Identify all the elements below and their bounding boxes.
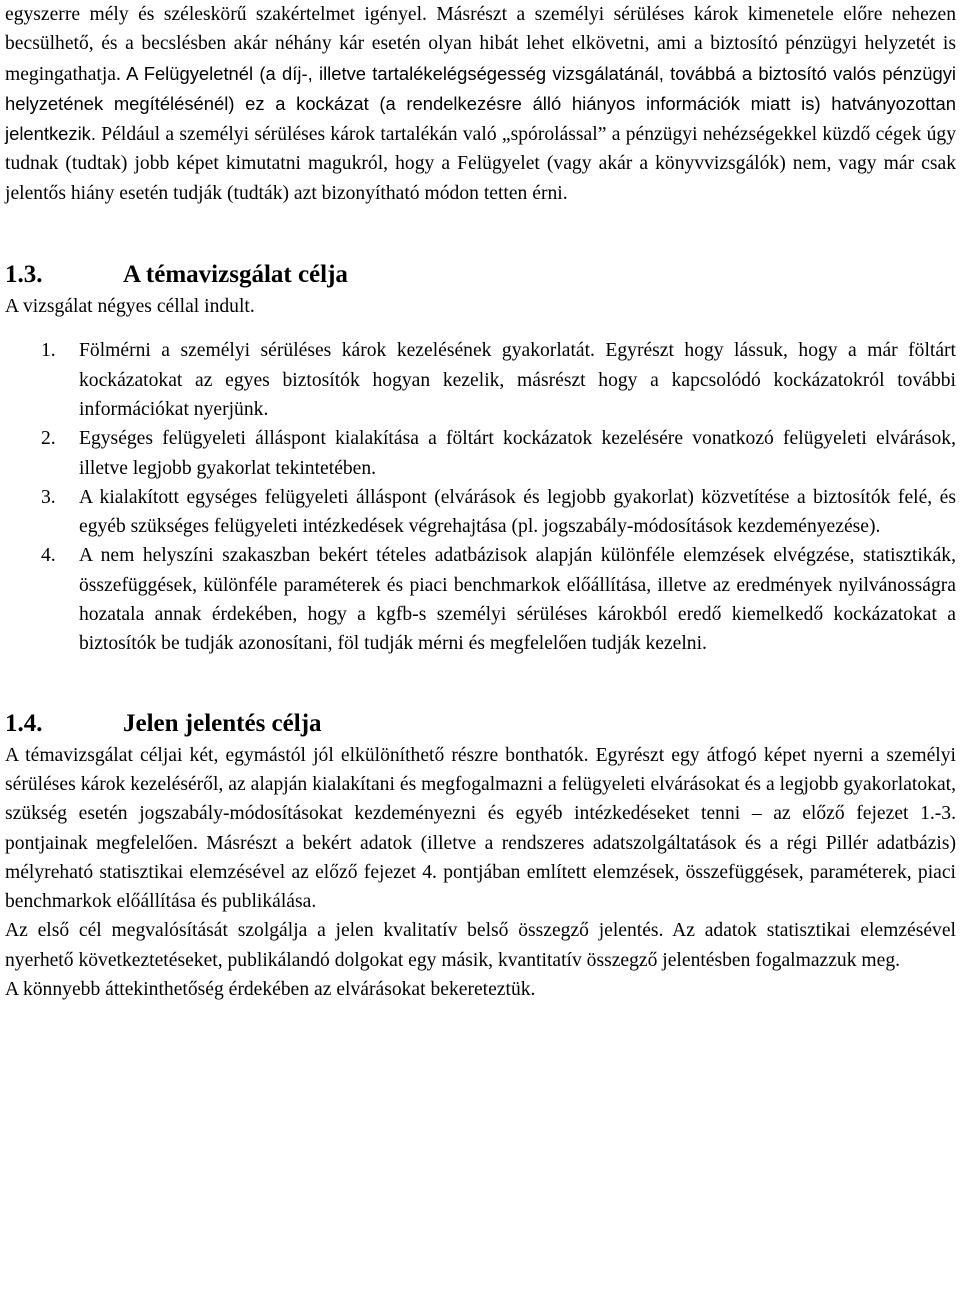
intro-serif-text: egyszerre mély és széleskörű szakértelmet igényel. Másrészt a személyi sérüléses károk kimenetele előre nehezen becsülhető, és a becslésben akár néhány kár esetén olyan hibát lehet elkövetni, ami a biztosító pénzügyi helyzetét is megingathatja.	[5, 4, 956, 85]
section-title: A témavizsgálat célja	[123, 261, 348, 289]
section-title: Jelen jelentés célja	[123, 709, 322, 737]
list-item	[5, 424, 956, 483]
section-heading-1-4	[5, 707, 956, 741]
list-item-text: Egységes felügyeleti álláspont kialakítása a föltárt kockázatok kezelésére vonatkozó felügyeleti elvárások, illetve legjobb gyakorlat tekintetében.	[79, 428, 956, 479]
list-item	[5, 541, 956, 658]
list-marker: 2.	[41, 428, 56, 450]
body-paragraph: A könnyebb áttekinthetőség érdekében az elvárásokat bekereteztük.	[5, 979, 536, 1001]
section-lead: A vizsgálat négyes céllal indult.	[5, 296, 255, 318]
list-item-text: A kialakított egységes felügyeleti álláspont (elvárások és legjobb gyakorlat) közvetítése a biztosítók felé, és egyéb szükséges felügyeleti intézkedések végrehajtása (pl. jogszabály-módosítások kezdeményezése).	[79, 486, 956, 538]
list-item-text: A nem helyszíni szakaszban bekért tételes adatbázisok alapján különféle elemzések elvégzése, statisztikák, összefüggések, különféle paraméterek és piaci benchmarkok előállítása, illetve az eredmények nyilvánosságra hozatala annak érdekében, hogy a kgfb-s személyi sérüléses károkból eredő kiemelkedő kockázatokat a biztosítók be tudják azonosítani, föl tudják mérni és megfelelően tudják kezelni.	[79, 545, 956, 655]
goals-list	[5, 336, 956, 658]
list-item	[5, 336, 956, 424]
body-paragraph: A témavizsgálat céljai két, egymástól jól elkülöníthető részre bonthatók. Egyrészt egy átfogó képet nyerni a személyi sérüléses károk kezeléséről, az alapján kialakítani és megfogalmazni a felügyeleti elvárásokat és a legjobb gyakorlatokat, szükség esetén jogszabály-módosításokat kezdeményezni és egyéb intézkedéseket tenni – az előző fejezet 1.-3. pontjainak megfelelően. Másrészt a bekért adatok (illetve a rendszeres adatszolgáltatások és a régi Pillér adatbázis) mélyreható statisztikai elemzésével az előző fejezet 4. pontjában említett elemzések, összefüggések, paraméterek, piaci benchmarkok előállítása és publikálása.	[5, 744, 956, 913]
section-number: 1.4.	[5, 709, 43, 737]
intro-paragraph	[5, 0, 956, 208]
list-item-text: Fölmérni a személyi sérüléses károk kezelésének gyakorlatát. Egyrészt hogy lássuk, hogy a már föltárt kockázatokat az egyes biztosítók hogyan kezelik, másrészt hogy a kapcsolódó kockázatokról további információkat nyerjünk.	[79, 340, 956, 420]
list-marker: 1.	[41, 340, 56, 362]
list-marker: 3.	[41, 486, 56, 508]
section-heading-1-3	[5, 258, 956, 292]
intro-tail-text: Például a személyi sérüléses károk tartalékán való „spórolással” a pénzügyi nehézségekkel küzdő cégek úgy tudnak (tudtak) jobb képet kimutatni magukról, hogy a Felügyelet (vagy akár a könyvvizsgálók) nem, vagy már csak jelentős hiány esetén tudják (tudták) azt bizonyítható módon tetten érni.	[5, 124, 956, 204]
body-paragraph: Az első cél megvalósítását szolgálja a jelen kvalitatív belső összegző jelentés. Az adatok statisztikai elemzésével nyerhető következtetéseket, publikálandó dolgokat egy másik, kvantitatív összegző jelentésben fogalmazzuk meg.	[5, 920, 956, 971]
section-number: 1.3.	[5, 261, 43, 289]
document-page	[5, 0, 956, 1004]
intro-sans-text: A Felügyeletnél (a díj-, illetve tartalékelégségesség vizsgálatánál, továbbá a biztosító valós pénzügyi helyzetének megítélésénél) ez a kockázat (a rendelkezésre álló hiányos információk miatt is) hatványozottan jelentkezik.	[5, 62, 956, 145]
list-item	[5, 483, 956, 542]
list-marker: 4.	[41, 545, 56, 567]
